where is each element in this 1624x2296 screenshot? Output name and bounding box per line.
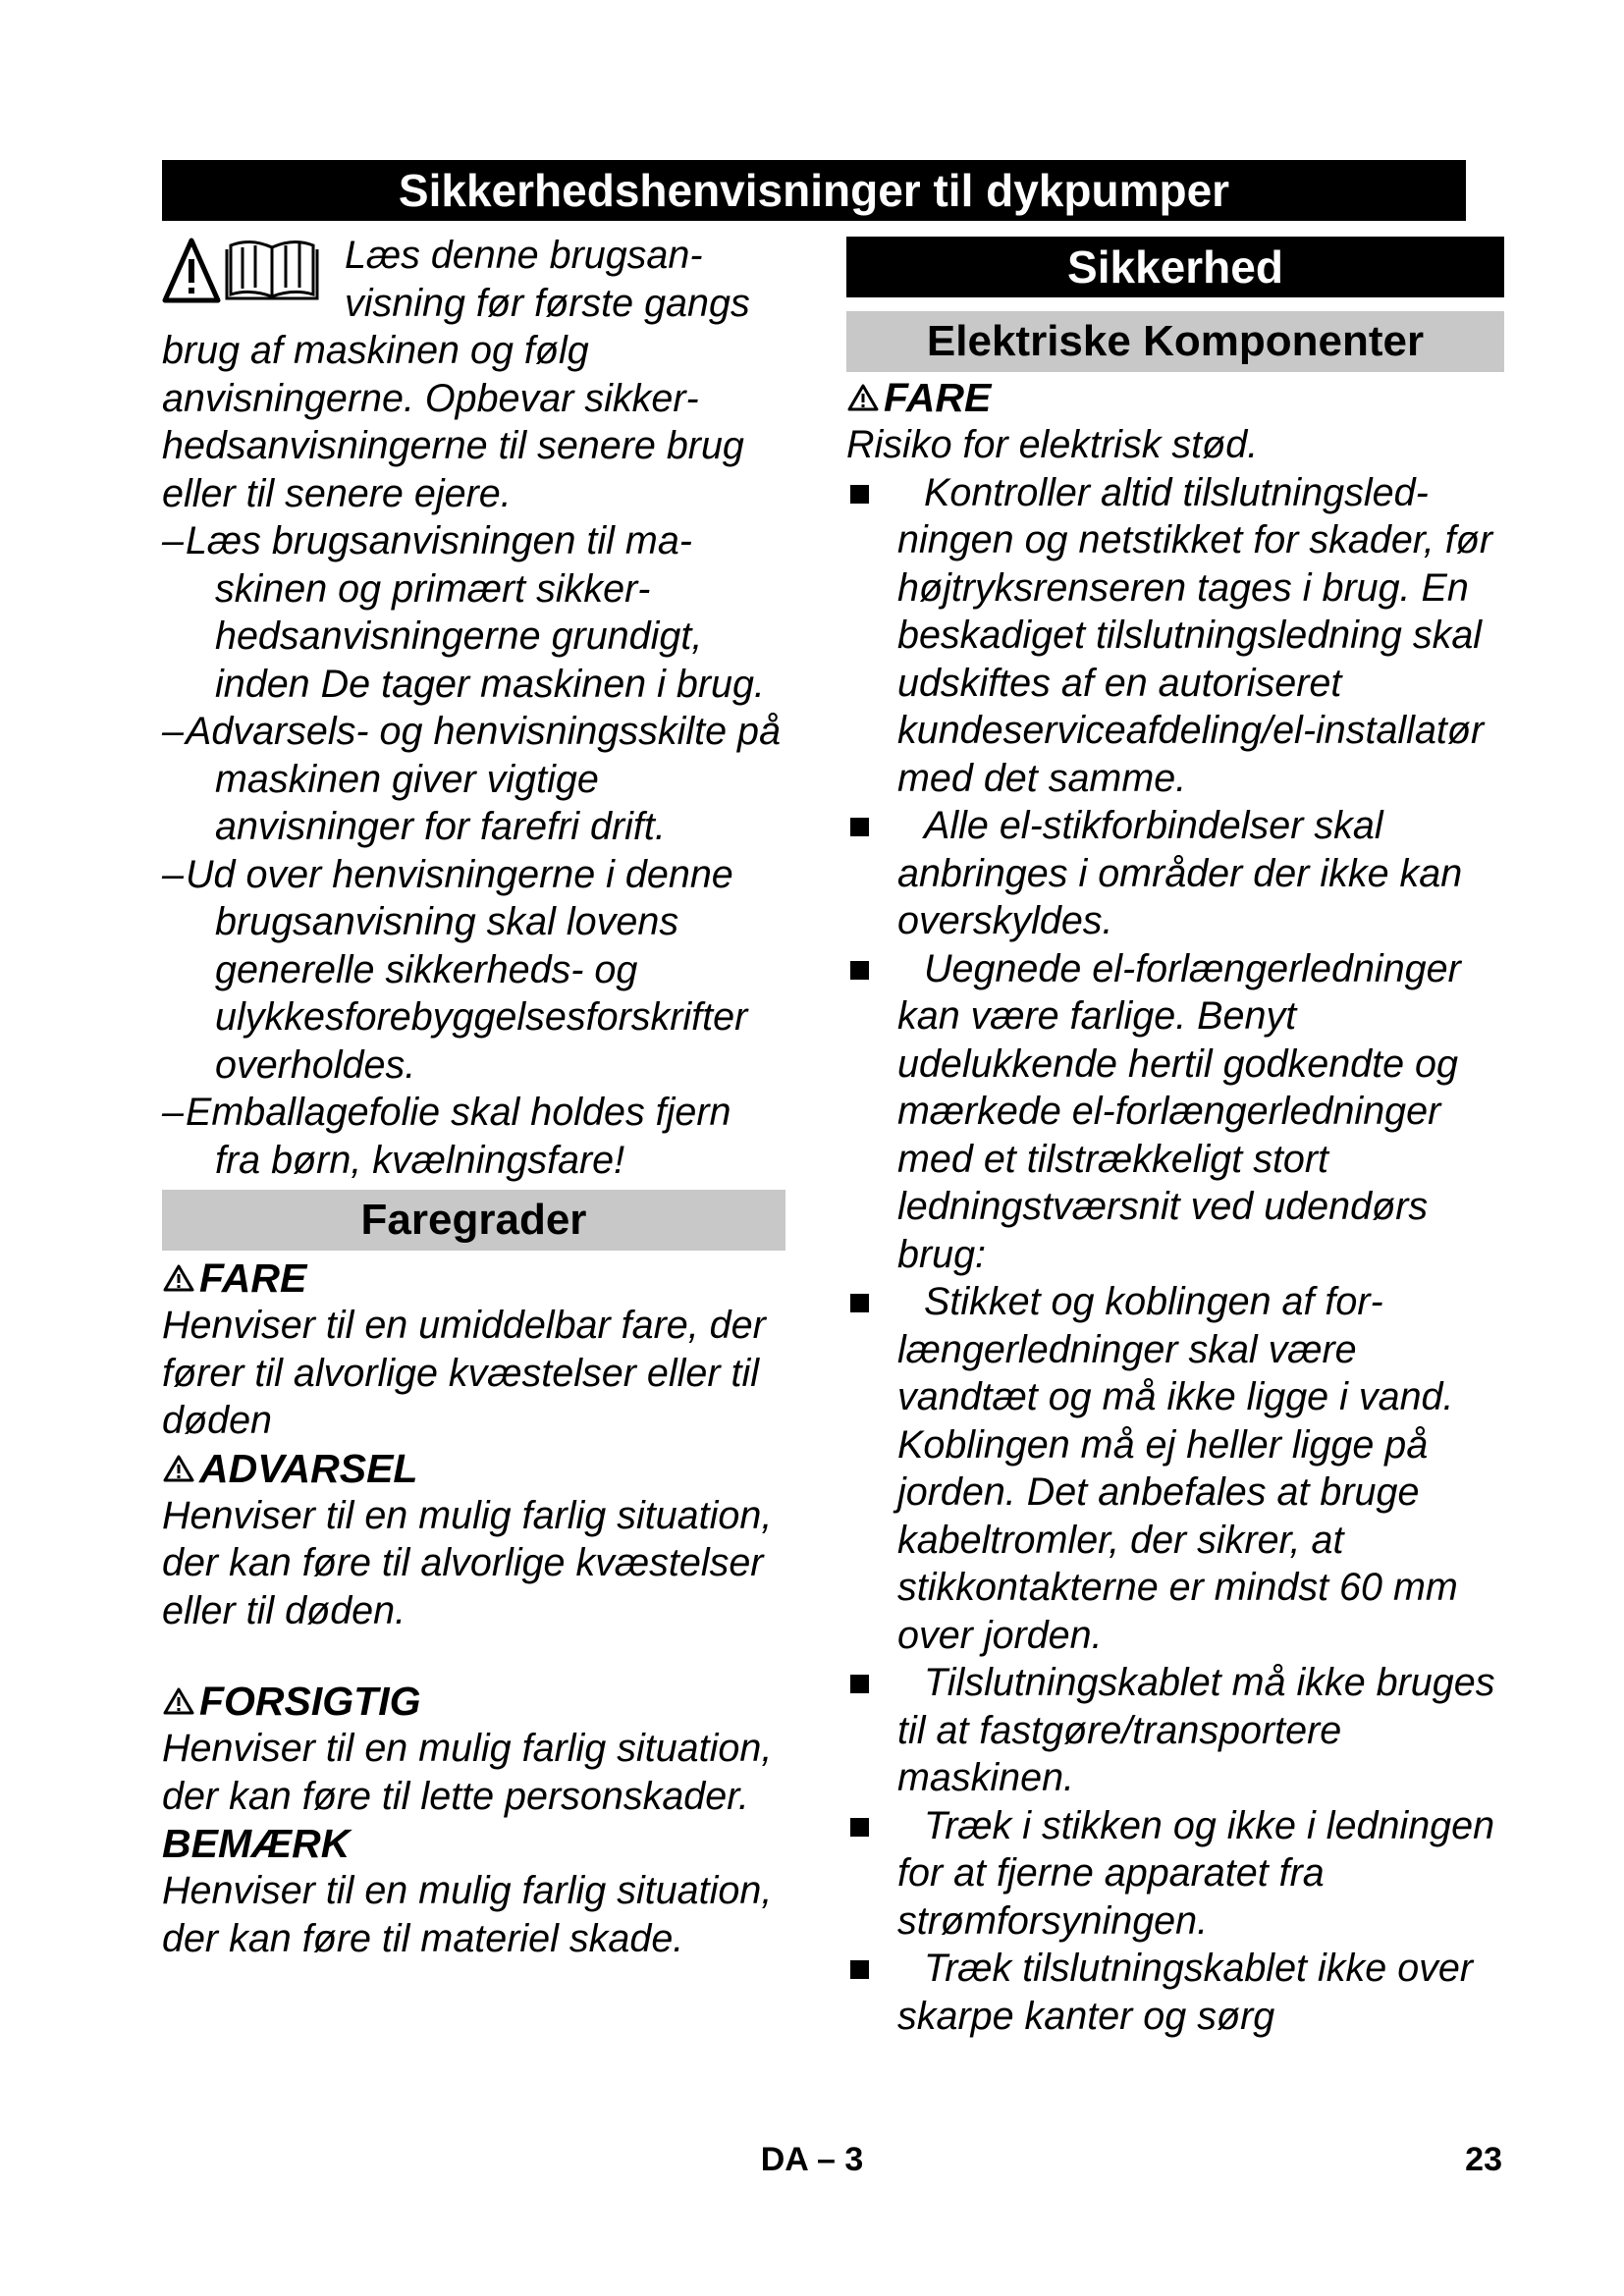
advarsel-signal bbox=[162, 1445, 785, 1492]
bemaerk-label: BEMÆRK bbox=[162, 1821, 351, 1866]
right-column bbox=[846, 232, 1504, 2040]
list-item-text: Ud over henvisningerne i denne brugsanvisning skal lovens generelle sikkerheds- og ulykkesforebyggelsesforskrifter overholdes. bbox=[186, 852, 748, 1087]
list-item bbox=[162, 851, 785, 1090]
fare-signal bbox=[162, 1255, 785, 1302]
forsigtig-signal bbox=[162, 1678, 785, 1725]
bullet-text: Uegnede el-forlængerledninger kan være farlige. Benyt udelukkende hertil godkendte og mærkede el-forlængerledninger med et tilstrækkeligt stort ledningstværsnit ved udendørs brug: bbox=[897, 946, 1461, 1276]
warning-book-icon bbox=[162, 236, 329, 320]
bullet-square bbox=[850, 818, 869, 836]
warning-triangle-icon bbox=[162, 1454, 195, 1483]
bullet-item bbox=[846, 1659, 1504, 1802]
bullet-text: Alle el-stikforbindelser skal anbringes i områder der ikke kan overskyldes. bbox=[897, 804, 1463, 942]
fare-label: FARE bbox=[199, 1255, 307, 1301]
page-code: DA – 3 bbox=[760, 2141, 864, 2178]
bullet-square bbox=[850, 1294, 869, 1312]
warning-triangle-icon bbox=[846, 383, 880, 412]
bullet-text: Træk tilslutningskablet ikke over skarpe kanter og sørg bbox=[897, 1947, 1474, 2038]
warning-triangle-icon bbox=[162, 1686, 195, 1716]
bullet-square bbox=[850, 1818, 869, 1837]
list-item bbox=[162, 1089, 785, 1184]
bullet-item bbox=[846, 1278, 1504, 1659]
left-column bbox=[162, 232, 785, 1962]
warning-triangle-icon bbox=[162, 1263, 195, 1293]
elektriske-komponenter-heading: Elektriske Komponenter bbox=[846, 311, 1504, 372]
faregrader-heading: Faregrader bbox=[162, 1190, 785, 1251]
bullet-item bbox=[846, 469, 1504, 803]
bullet-text: Kontroller altid tilslutningsledningen og netstikket for skader, før højtryksrenseren tages i brug. En beskadiget tilslutningsledning skal udskiftes af en autoriseret kundeserviceafdeling/el-installatør med det samme. bbox=[897, 470, 1492, 800]
bullet-text: Stikket og koblingen af forlængerledninger skal være vandtæt og må ikke ligge i vand. Koblingen må ej heller ligge på jorden. Det anbefales at bruge kabeltromler, der sikrer, at stikkontakterne er mindst 60 mm over jorden. bbox=[897, 1280, 1458, 1657]
bullet-square bbox=[850, 1675, 869, 1693]
bullet-item bbox=[846, 945, 1504, 1279]
list-item-text: Læs brugsanvisningen til maskinen og primært sikkerhedsanvisningerne grundigt, inden De tager maskinen i brug. bbox=[186, 519, 765, 706]
fare-text: Henviser til en umiddelbar fare, der fører til alvorlige kvæstelser eller til døden bbox=[162, 1304, 766, 1442]
bullet-item bbox=[846, 802, 1504, 945]
forsigtig-text: Henviser til en mulig farlig situation, der kan føre til lette personskader. bbox=[162, 1727, 773, 1818]
page-number: 23 bbox=[1465, 2141, 1502, 2178]
spacer bbox=[162, 1634, 785, 1678]
bullet-square bbox=[850, 1960, 869, 1979]
bullet-square bbox=[850, 485, 869, 504]
bullet-square bbox=[850, 961, 869, 980]
page-title: Sikkerhedshenvisninger til dykpumper bbox=[162, 160, 1466, 221]
bemaerk-signal bbox=[162, 1820, 785, 1867]
bullet-item bbox=[846, 1945, 1504, 2040]
bemaerk-text: Henviser til en mulig farlig situation, der kan føre til materiel skade. bbox=[162, 1869, 773, 1960]
dash-marker: – bbox=[162, 519, 184, 562]
forsigtig-label: FORSIGTIG bbox=[199, 1679, 421, 1724]
advarsel-text: Henviser til en mulig farlig situation, der kan føre til alvorlige kvæstelser eller til døden. bbox=[162, 1493, 773, 1632]
fare-label: FARE bbox=[884, 375, 992, 420]
bullet-text: Træk i stikken og ikke i ledningen for at fjerne apparatet fra strømforsyningen. bbox=[897, 1803, 1495, 1943]
fare-text: Risiko for elektrisk stød. bbox=[846, 423, 1259, 466]
fare-signal bbox=[846, 374, 1504, 421]
list-item bbox=[162, 708, 785, 851]
list-item-text: Emballagefolie skal holdes fjern fra børn, kvælningsfare! bbox=[186, 1091, 731, 1182]
bullet-text: Tilslutningskablet må ikke bruges til at fastgøre/transportere maskinen. bbox=[897, 1661, 1495, 1799]
dash-marker: – bbox=[162, 852, 184, 896]
advarsel-label: ADVARSEL bbox=[199, 1445, 418, 1491]
list-item-text: Advarsels- og henvisningsskilte på maskinen giver vigtige anvisninger for farefri drift. bbox=[186, 710, 781, 848]
dash-marker: – bbox=[162, 710, 184, 753]
list-item bbox=[162, 517, 785, 708]
sikkerhed-heading: Sikkerhed bbox=[846, 237, 1504, 297]
intro-paragraph bbox=[162, 232, 785, 517]
intro-text: Læs denne brugsanvisning før første gangs brug af maskinen og følg anvisningerne. Opbevar sikkerhedsanvisningerne til senere brug eller til senere ejere. bbox=[162, 234, 750, 515]
bullet-item bbox=[846, 1802, 1504, 1946]
dash-marker: – bbox=[162, 1091, 184, 1134]
